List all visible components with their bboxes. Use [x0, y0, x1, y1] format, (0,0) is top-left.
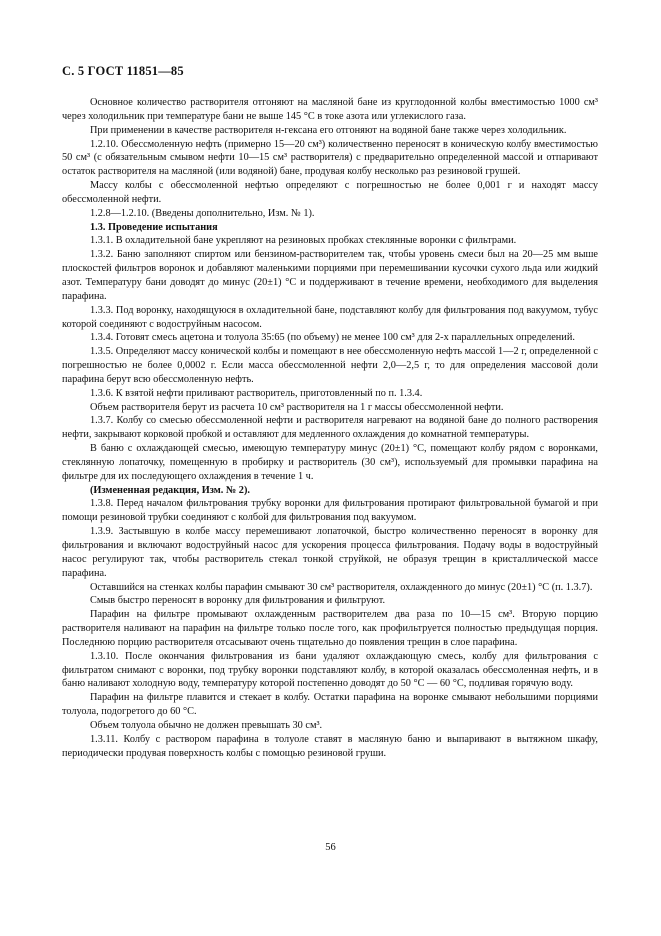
paragraph: Объем растворителя берут из расчета 10 см³ растворителя на 1 г массы обессмоленной нефти. [90, 401, 504, 413]
paragraph: Парафин на фильтре плавится и стекает в колбу. Остатки парафина на воронке смывают небольшими порциями толуола, подогретого до 60 °С. [62, 692, 598, 718]
page-number: 56 [325, 842, 336, 853]
paragraph: 1.3.3. Под воронку, находящуюся в охладительной бане, подставляют колбу для фильтрования под вакуумом, тубус которой соединяют с водоструйным насосом. [62, 304, 598, 330]
paragraph: При применении в качестве растворителя н-гексана его отгоняют на водяной бане также через холодильник. [90, 124, 567, 136]
section-heading: 1.3. Проведение испытания [90, 221, 218, 233]
paragraph: Смыв быстро переносят в воронку для фильтрования и фильтруют. [90, 595, 386, 607]
paragraph: Массу колбы с обессмоленной нефтью определяют с погрешностью не более 0,001 г и находят массу обессмоленной нефти. [62, 180, 598, 205]
paragraph: 1.2.10. Обессмоленную нефть (примерно 15—20 см³) количественно переносят в коническую колбу вместимостью 50 см³ (с обязательным смывом нефти 10—15 см³ растворителя) с предварительно определенной массой и отпаривают остаток растворителя на масляной (или водяной) бане, продувая колбу несколько раз резиновой грушей. [62, 138, 598, 178]
paragraph: Парафин на фильтре промывают охлажденным растворителем два раза по 10—15 см³. Вторую порцию растворителя наливают на парафин на фильтре только после того, как профильтруется полностью предыдущая порция. Последнюю порцию растворителя отсасывают очень тщательно до появления трещин в слое парафина. [62, 609, 598, 648]
paragraph: 1.3.8. Перед началом фильтрования трубку воронки для фильтрования протирают фильтровальной бумагой и при помощи резиновой трубки соединяют с колбой для фильтрования под вакуумом. [62, 498, 598, 524]
paragraph: 1.3.10. После окончания фильтрования из бани удаляют охлаждающую смесь, колбу для фильтрования с фильтратом снимают с воронки, под трубку воронки подставляют колбу, в которой оказалась обессмоленная нефть, и в баню наливают холодную воду, температуру которой постепенно доводят до 50 °С — 60 °С, подливая горячую воду. [62, 650, 598, 690]
paragraph: Оставшийся на стенках колбы парафин смывают 30 см³ растворителя, охлажденного до минус (20±1) °С (п. 1.3.7). [90, 581, 593, 593]
paragraph: В баню с охлаждающей смесью, имеющую температуру минус (20±1) °С, помещают колбу рядом с воронками, стеклянную лопаточку, помещенную в пробирку и растворитель (30 см³), используемый для промывки парафина на фильтре для их последующего охлаждения в течение 1 ч. [62, 443, 598, 482]
paragraph: 1.3.7. Колбу со смесью обессмоленной нефти и растворителя нагревают на водяной бане до полного растворения нефти, закрывают корковой пробкой и оставляют для медленного охлаждения до комнатной температуры. [62, 415, 598, 441]
paragraph: 1.3.5. Определяют массу конической колбы и помещают в нее обессмоленную нефть массой 1—2 г, определенной с погрешностью не более 0,0002 г. Если масса обессмоленной нефти 2,0—2,5 г, то для определения массовой доли парафина берут всю обессмоленную нефть. [62, 346, 598, 385]
paragraph: 1.3.11. Колбу с раствором парафина в толуоле ставят в масляную баню и выпаривают в вытяжном шкафу, периодически продувая поверхность колбы с помощью резиновой груши. [62, 733, 598, 759]
paragraph: 1.3.2. Баню заполняют спиртом или бензином-растворителем так, чтобы уровень смеси был на 20—25 мм выше плоскостей фильтров воронок и добавляют маленькими порциями при перемешивании кусочки сухого льда или жидкий азот. Температуру бани доводят до минус (20±1) °С и поддерживают в течение времени, необходимого для выделения парафина. [62, 249, 598, 302]
amendment-note: (Измененная редакция, Изм. № 2). [90, 484, 250, 496]
paragraph: Объем толуола обычно не должен превышать 30 см³. [90, 719, 323, 731]
paragraph: 1.3.6. К взятой нефти приливают растворитель, приготовленный по п. 1.3.4. [90, 387, 423, 399]
amendment-note: 1.2.8—1.2.10. (Введены дополнительно, Изм. № 1). [90, 207, 315, 219]
document-body [62, 96, 598, 761]
paragraph: Основное количество растворителя отгоняют на масляной бане из круглодонной колбы вместимостью 1000 см³ через холодильник при температуре бани не выше 145 °С в токе азота или углекислого газа. [62, 97, 598, 122]
paragraph: 1.3.1. В охладительной бане укрепляют на резиновых пробках стеклянные воронки с фильтрами. [90, 235, 517, 247]
page-header: С. 5 ГОСТ 11851—85 [62, 64, 184, 78]
paragraph: 1.3.4. Готовят смесь ацетона и толуола 35:65 (по объему) не менее 100 см³ для 2-х параллельных определений. [90, 332, 575, 344]
paragraph: 1.3.9. Застывшую в колбе массу перемешивают лопаточкой, быстро количественно переносят в воронку для фильтрования и включают водоструйный насос для ускорения процесса фильтрования. Подачу воды в водоструйный насос регулируют так, чтобы растворитель стекал тонкой струйкой, не образуя трещин в кристаллической массе парафина. [62, 526, 598, 579]
